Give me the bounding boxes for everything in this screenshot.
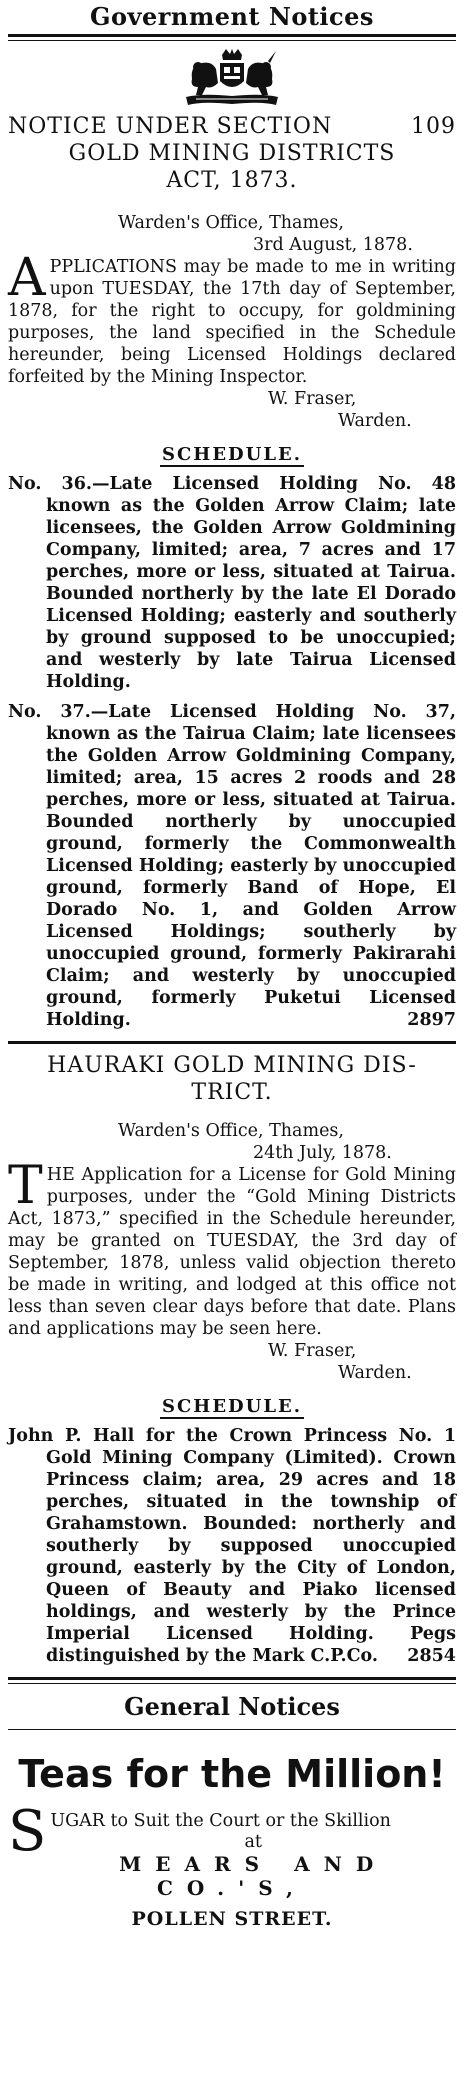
signature-title: Warden. <box>338 411 412 431</box>
street-name: POLLEN STREET. <box>131 1908 333 1930</box>
schedule-item-text: John P. Hall for the Crown Princess No. 1 Gold Mining Company (Limited). Crown Princess claim; area, 29 acres and 18 perches, situated in the township of Grahamstown. Bounded: northerly and southerly by supposed unoccupied ground, easterly by the City of London, Queen of Beauty and Piako licensed holdings, and westerly by the Prince Imperial Licensed Holding. Pegs distinguished by the Mark C.P.Co. <box>8 1426 456 1666</box>
schedule-label: SCHEDULE. <box>161 1396 302 1417</box>
header-rule <box>8 34 456 41</box>
wardens-office-line: Warden's Office, Thames, <box>118 1121 344 1141</box>
hauraki-heading <box>8 1052 456 1106</box>
notice-reference-number: 2854 <box>407 1646 456 1666</box>
notice-date: 24th July, 1878. <box>253 1143 392 1163</box>
notice-heading <box>8 113 456 194</box>
hauraki-heading-line2: TRICT. <box>191 1080 273 1105</box>
hauraki-heading-line1: HAURAKI GOLD MINING DIS- <box>47 1053 417 1078</box>
notice-heading-line3: ACT, 1873. <box>166 168 298 193</box>
notice-heading-line2: GOLD MINING DISTRICTS <box>68 141 396 166</box>
at-word: at <box>244 1832 262 1852</box>
drop-cap: T <box>8 1156 43 1216</box>
notice-section-number: 109 <box>411 114 456 139</box>
schedule-heading <box>8 444 456 467</box>
schedule-heading <box>8 1396 456 1419</box>
signature-name: W. Fraser, <box>268 389 357 409</box>
shop-name: MEARS AND CO.'S, <box>119 1852 388 1900</box>
header-rule <box>8 1729 456 1730</box>
section-rule <box>8 1041 456 1044</box>
section-rule <box>8 1677 456 1684</box>
drop-cap: S <box>8 1799 47 1864</box>
drop-cap: A <box>8 248 46 308</box>
sugar-advertisement-text: UGAR to Suit the Court or the Skillion <box>50 1811 391 1831</box>
wardens-office-line: Warden's Office, Thames, <box>118 213 344 233</box>
notice-body-text: PPLICATIONS may be made to me in writing upon TUESDAY, the 17th day of September, 1878, for the right to occupy, for goldmining purposes, the land specified in the Schedule hereunder, being Licensed Holdings declared forfeited by the Mining Inspector. <box>8 257 456 387</box>
signature-name: W. Fraser, <box>268 1341 357 1361</box>
schedule-label: SCHEDULE. <box>161 444 302 465</box>
government-notices-title: Government Notices <box>90 2 374 31</box>
schedule-item <box>8 701 456 1031</box>
notice-body-text: HE Application for a License for Gold Mining purposes, under the “Gold Mining Districts Act, 1873,” specified in the Schedule hereunder, may be granted on TUESDAY, the 3rd day of September, 1878, unless valid objection thereto be made in writing, and lodged at this office not less than seven clear days before that date. Plans and applications may be seen here. <box>8 1165 456 1339</box>
notice-body <box>8 1156 456 1340</box>
schedule-item <box>8 1425 456 1667</box>
signature-title: Warden. <box>338 1363 412 1383</box>
notice-reference-number: 2897 <box>407 1010 456 1030</box>
notice-date: 3rd August, 1878. <box>253 235 413 255</box>
notice-body <box>8 248 456 388</box>
schedule-item-text: No. 37.—Late Licensed Holding No. 37, known as the Tairua Claim; late licensees the Golden Arrow Goldmining Company, limited; area, 15 acres 2 roods and 28 perches, more or less, situated at Tairua. Bounded northerly by unoccupied ground, formerly the Commonwealth Licensed Holding; easterly by unoccupied ground, formerly Band of Hope, El Dorado No. 1, and Golden Arrow Licensed Holdings; southerly by unoccupied ground, formerly Pakirarahi Claim; and westerly by unoccupied ground, formerly Puketui Licensed Holding. <box>8 702 456 1030</box>
schedule-item: No. 36.—Late Licensed Holding No. 48 known as the Golden Arrow Claim; late licensees, the Golden Arrow Goldmining Company, limited; area, 7 acres and 17 perches, more or less, situated at Tairua. Bounded northerly by the late El Dorado Licensed Holding; easterly and southerly by ground supposed to be unoccupied; and westerly by late Tairua Licensed Holding. <box>8 474 456 692</box>
teas-advertisement-headline: Teas for the Million! <box>18 1752 446 1796</box>
royal-coat-of-arms-icon <box>172 49 292 107</box>
general-notices-title: General Notices <box>124 1692 340 1721</box>
notice-heading-line1: NOTICE UNDER SECTION <box>8 114 333 139</box>
